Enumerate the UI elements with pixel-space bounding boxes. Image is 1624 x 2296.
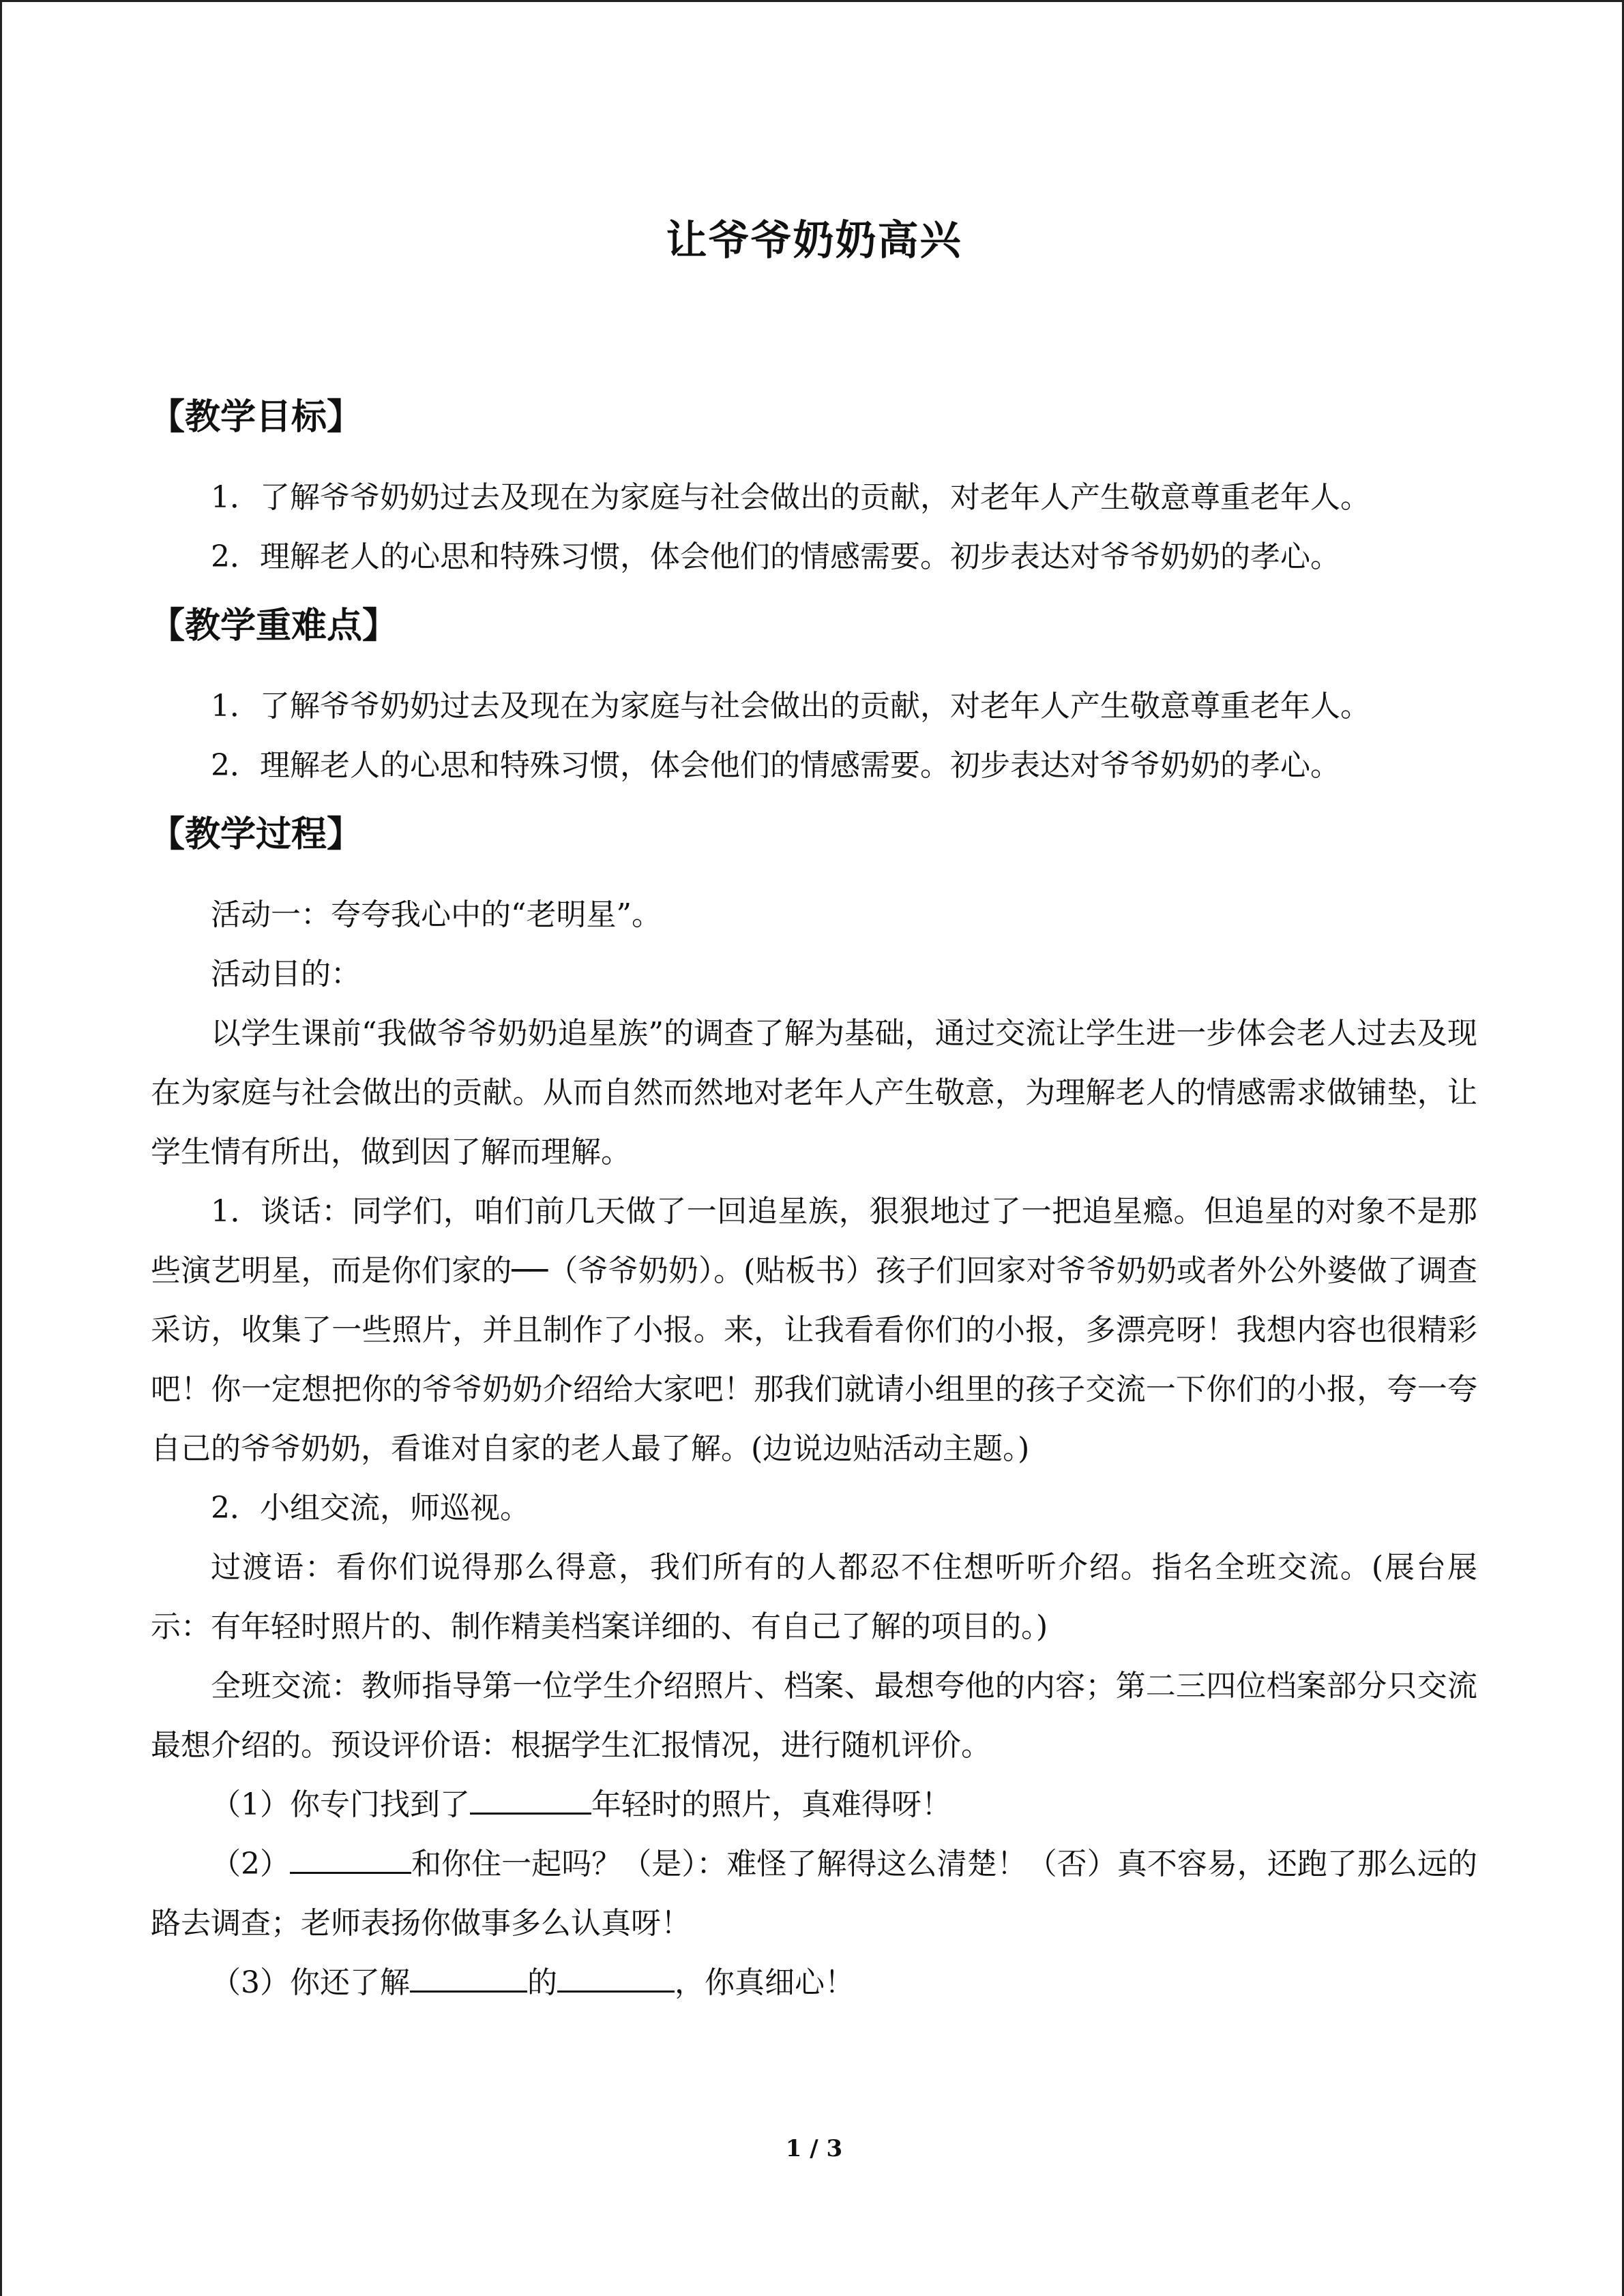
activity-purpose-label: 活动目的：	[211, 957, 361, 992]
section-heading-objectives: 【教学目标】	[149, 397, 363, 438]
fill-in-1-suffix: 年轻时的照片，真难得呀！	[591, 1787, 951, 1822]
document-title: 让爷爷奶奶高兴	[666, 217, 962, 265]
key-point-item: 1．了解爷爷奶奶过去及现在为家庭与社会做出的贡献，对老年人产生敬意尊重老年人。	[211, 689, 1370, 724]
transition-text: 过渡语：看你们说得那么得意，我们所有的人都忍不住想听听介绍。指名全班交流。(展台展示：有年轻时照片的、制作精美档案详细的、有自己了解的项目的。)	[151, 1550, 1477, 1644]
key-point-item: 2．理解老人的心思和特殊习惯，体会他们的情感需要。初步表达对爷爷奶奶的孝心。	[211, 748, 1340, 783]
fill-in-blank	[290, 1871, 411, 1874]
section-heading-key-points: 【教学重难点】	[149, 606, 398, 646]
section-heading-process: 【教学过程】	[149, 814, 363, 855]
fill-in-item-2	[151, 1834, 1477, 1953]
fill-in-item-3	[151, 1953, 1477, 2012]
class-exchange-text: 全班交流：教师指导第一位学生介绍照片、档案、最想夸他的内容；第二三四位档案部分只交流最想介绍的。预设评价语：根据学生汇报情况，进行随机评价。	[151, 1669, 1477, 1763]
objective-item: 1．了解爷爷奶奶过去及现在为家庭与社会做出的贡献，对老年人产生敬意尊重老年人。	[211, 480, 1370, 515]
fill-in-2-suffix: 和你住一起吗？（是）：难怪了解得这么清楚！（否）真不容易，还跑了那么远的路去调查；老师表扬你做事多么认真呀！	[151, 1847, 1477, 1941]
page-number: 1 / 3	[785, 2135, 843, 2162]
document-body	[151, 381, 1477, 2015]
activity-purpose-text: 以学生课前“我做爷爷奶奶追星族”的调查了解为基础，通过交流让学生进一步体会老人过去及现在为家庭与社会做出的贡献。从而自然而然地对老年人产生敬意，为理解老人的情感需求做铺垫，让学生情有所出，做到因了解而理解。	[151, 1016, 1477, 1169]
fill-in-blank	[410, 1990, 527, 1993]
activity-title: 活动一：夸夸我心中的“老明星”。	[211, 897, 662, 932]
objectives-list	[151, 454, 1477, 589]
step-group-exchange: 2．小组交流，师巡视。	[211, 1491, 530, 1525]
fill-in-item-1	[151, 1775, 1477, 1834]
fill-in-blank	[470, 1812, 591, 1815]
step-talk: 1．谈话：同学们，咱们前几天做了一回追星族，狠狠地过了一把追星瘾。但追星的对象不是那些演艺明星，而是你们家的──（爷爷奶奶）。(贴板书）孩子们回家对爷爷奶奶或者外公外婆做了调查采访，收集了一些照片，并且制作了小报。来，让我看看你们的小报，多漂亮呀！我想内容也很精彩吧！你一定想把你的爷爷奶奶介绍给大家吧！那我们就请小组里的孩子交流一下你们的小报，夸一夸自己的爷爷奶奶，看谁对自家的老人最了解。(边说边贴活动主题。)	[151, 1194, 1477, 1466]
fill-in-blank	[557, 1990, 675, 1993]
fill-in-2-prefix: （2）	[211, 1847, 291, 1881]
fill-in-3-suffix: ，你真细心！	[675, 1965, 855, 2000]
fill-in-3-middle: 的	[527, 1965, 557, 2000]
fill-in-1-prefix: （1）你专门找到了	[211, 1787, 470, 1822]
process-body	[151, 871, 1477, 2015]
objective-item: 2．理解老人的心思和特殊习惯，体会他们的情感需要。初步表达对爷爷奶奶的孝心。	[211, 539, 1340, 574]
key-points-list	[151, 663, 1477, 798]
fill-in-3-prefix: （3）你还了解	[211, 1965, 410, 2000]
